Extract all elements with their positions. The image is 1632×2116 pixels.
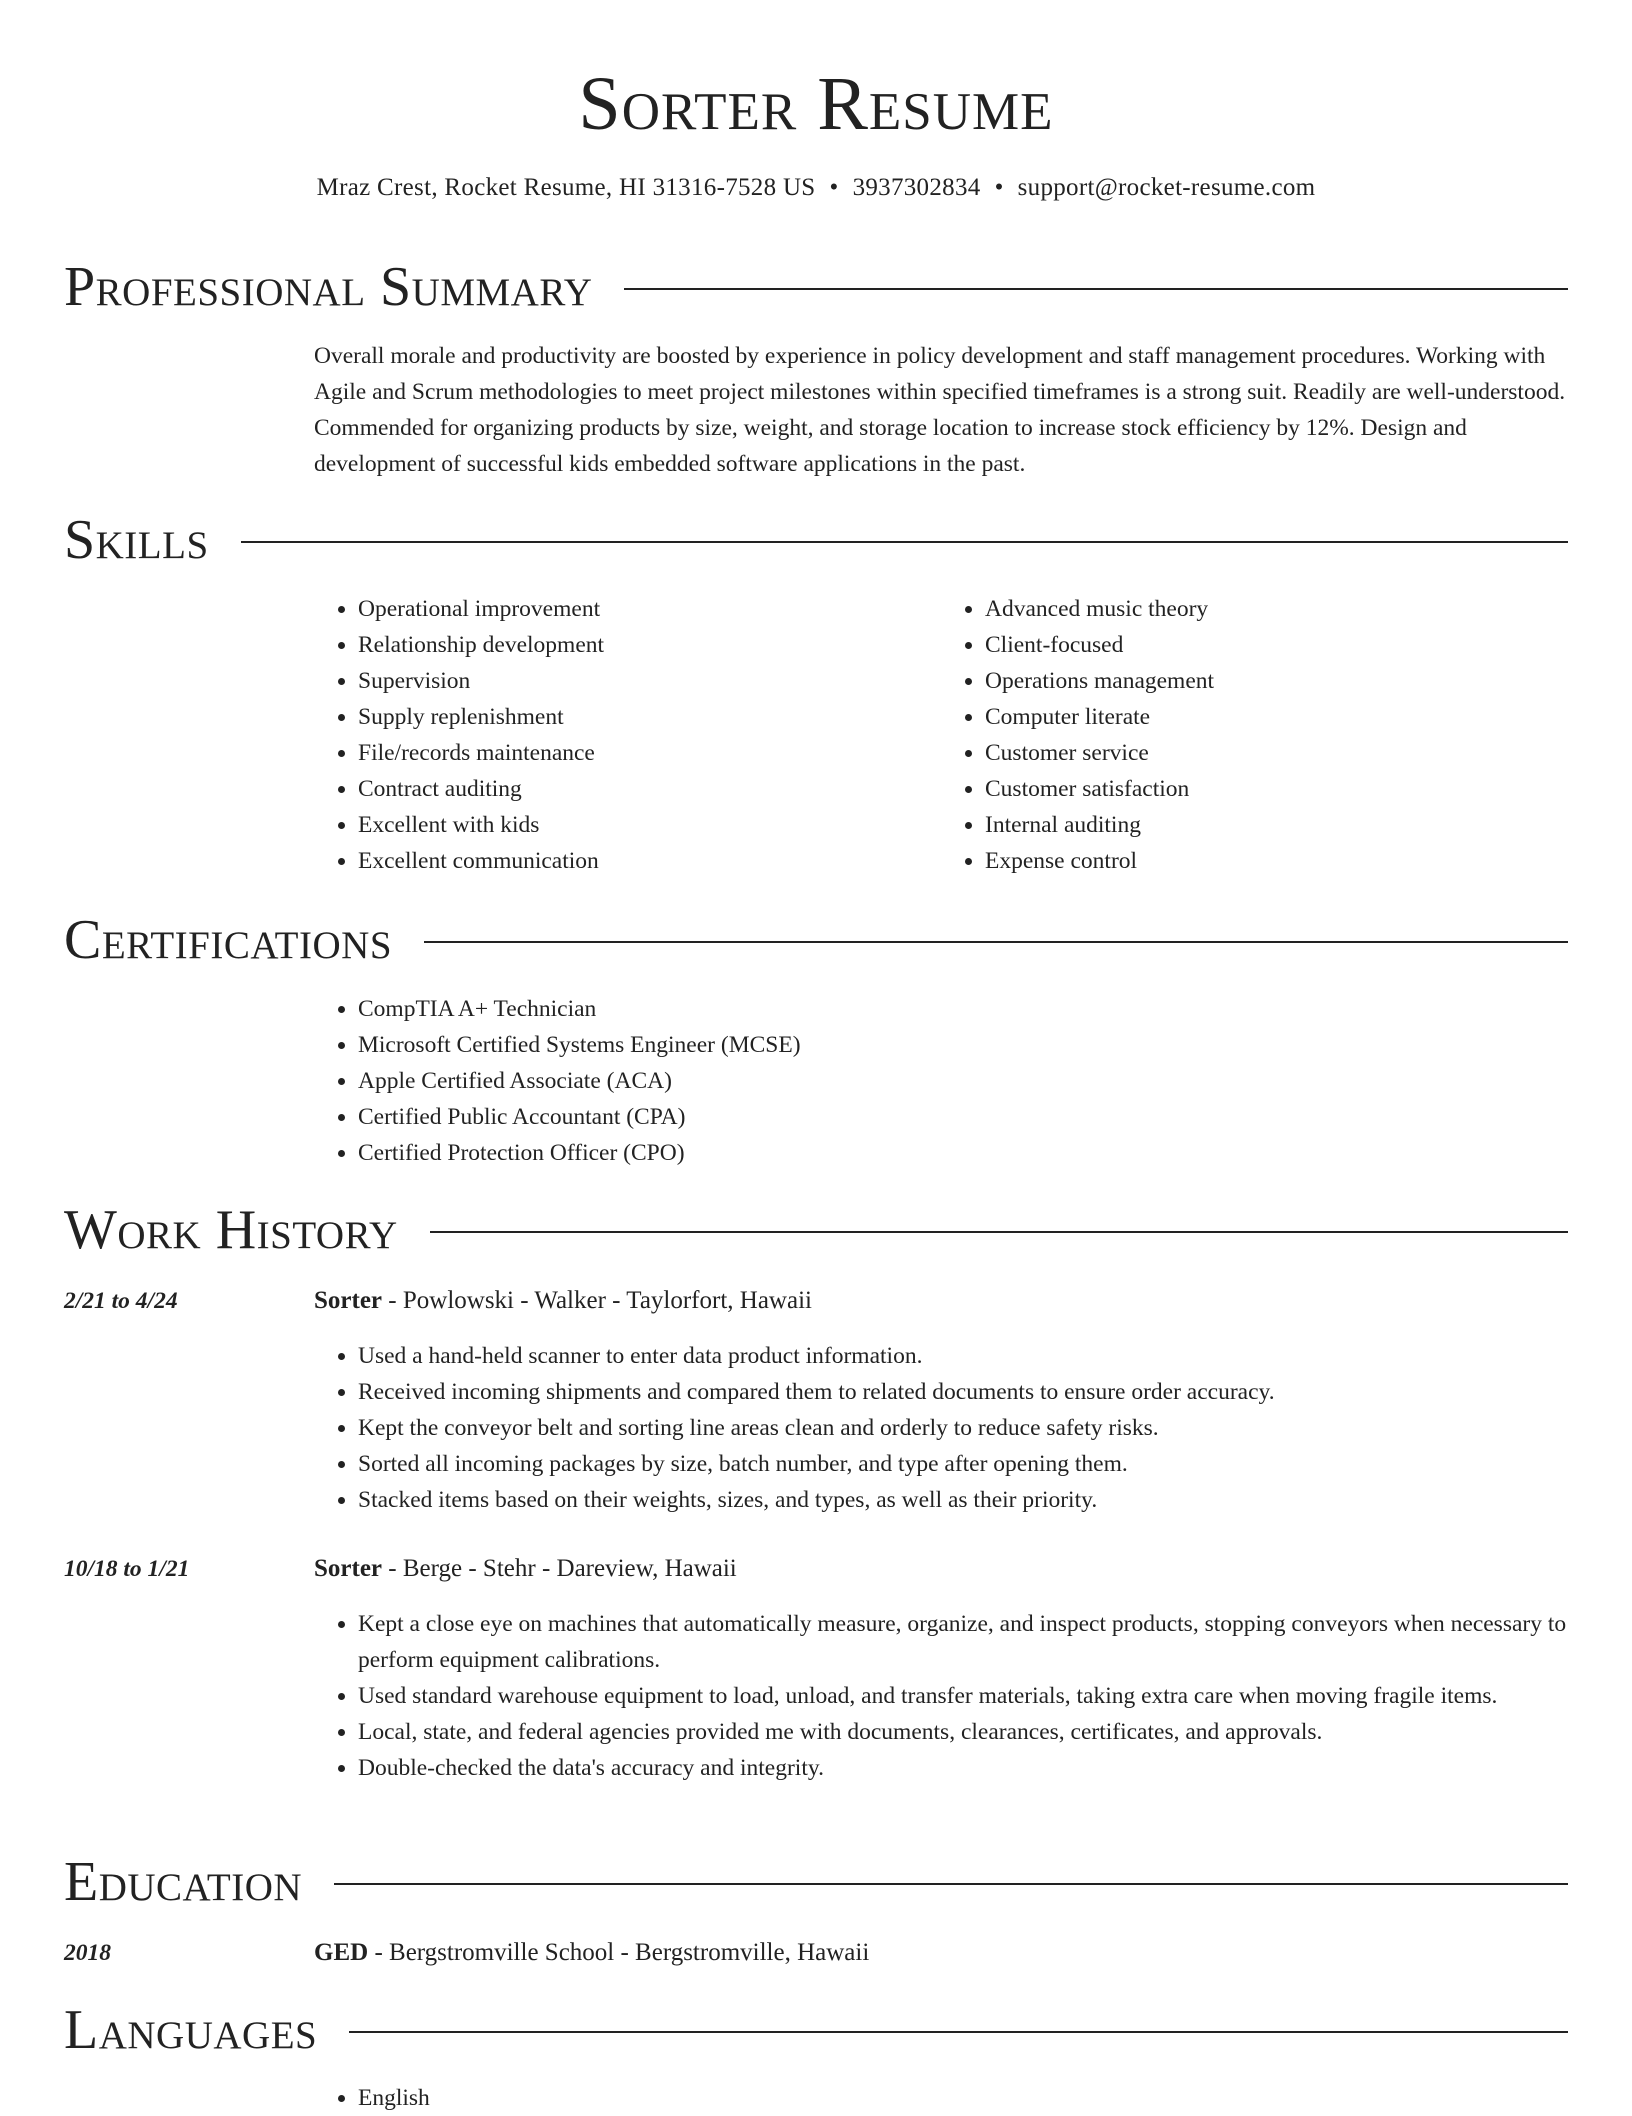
skill-item: • Client-focused bbox=[985, 627, 1568, 663]
section-divider bbox=[430, 1231, 1568, 1233]
section-title-summary: Professional Summary bbox=[64, 256, 593, 318]
section-header-languages bbox=[64, 1998, 1568, 2062]
resume-title: Sorter Resume bbox=[578, 62, 1054, 146]
job-duties-list bbox=[314, 1606, 1568, 1786]
skill-item: • Excellent with kids bbox=[358, 807, 941, 843]
skill-item: • Expense control bbox=[985, 843, 1568, 879]
job-duties-block bbox=[314, 1606, 1568, 1786]
contact-address: Mraz Crest, Rocket Resume, HI 31316-7528 US bbox=[316, 174, 816, 201]
job-duty: • Kept a close eye on machines that automatically measure, organize, and inspect products, stopping conveyors when necessary to perform equipment calibrations. bbox=[358, 1606, 1568, 1678]
job-duty: • Received incoming shipments and compared them to related documents to ensure order accuracy. bbox=[358, 1374, 1568, 1410]
skills-list-right bbox=[941, 591, 1568, 879]
job-title: Sorter bbox=[314, 1555, 383, 1582]
section-title-work-history: Work History bbox=[64, 1199, 398, 1261]
skill-item: • Excellent communication bbox=[358, 843, 941, 879]
job-duties-list bbox=[314, 1338, 1568, 1518]
skill-item: • Computer literate bbox=[985, 699, 1568, 735]
section-divider bbox=[424, 941, 1568, 943]
job-employer: - Powlowski - Walker - Taylorfort, Hawaii bbox=[382, 1287, 812, 1314]
section-header-education bbox=[64, 1850, 1568, 1914]
job-duty: • Used a hand-held scanner to enter data product information. bbox=[358, 1338, 1568, 1374]
certification-item: • Microsoft Certified Systems Engineer (MCSE) bbox=[358, 1027, 1568, 1063]
section-title-skills: Skills bbox=[64, 509, 209, 571]
language-item: • English bbox=[358, 2080, 1568, 2116]
skill-item: • Supply replenishment bbox=[358, 699, 941, 735]
contact-separator: • bbox=[994, 174, 1004, 201]
skill-item: • Operational improvement bbox=[358, 591, 941, 627]
skill-item: • Customer service bbox=[985, 735, 1568, 771]
job-dates: 10/18 to 1/21 bbox=[64, 1556, 190, 1582]
job-employer: - Berge - Stehr - Dareview, Hawaii bbox=[382, 1555, 737, 1582]
contact-separator: • bbox=[829, 174, 839, 201]
education-year: 2018 bbox=[64, 1940, 111, 1966]
summary-block bbox=[314, 338, 1568, 482]
education-heading bbox=[314, 1935, 1568, 1971]
job-title: Sorter bbox=[314, 1287, 383, 1314]
section-divider bbox=[624, 288, 1568, 290]
contact-line bbox=[0, 174, 1632, 202]
job-duty: • Local, state, and federal agencies provided me with documents, clearances, certificates, and approvals. bbox=[358, 1714, 1568, 1750]
job-duty: • Kept the conveyor belt and sorting line areas clean and orderly to reduce safety risks. bbox=[358, 1410, 1568, 1446]
job-heading bbox=[314, 1551, 1568, 1587]
skill-item: • Internal auditing bbox=[985, 807, 1568, 843]
certifications-block bbox=[314, 991, 1568, 1171]
certification-item: • Certified Public Accountant (CPA) bbox=[358, 1099, 1568, 1135]
certification-item: • CompTIA A+ Technician bbox=[358, 991, 1568, 1027]
skill-item: • Customer satisfaction bbox=[985, 771, 1568, 807]
section-title-certifications: Certifications bbox=[64, 909, 393, 971]
section-header-summary bbox=[64, 255, 1568, 319]
summary-text: Overall morale and productivity are boosted by experience in policy development and staff management procedures. Working with Agile and Scrum methodologies to meet project milestones within specified timeframes is a strong suit. Readily are well-understood. Commended for organizing products by size, weight, and storage location to increase stock efficiency by 12%. Design and development of successful kids embedded software applications in the past. bbox=[314, 343, 1566, 477]
skill-item: • Relationship development bbox=[358, 627, 941, 663]
skill-item: • Advanced music theory bbox=[985, 591, 1568, 627]
skill-item: • Supervision bbox=[358, 663, 941, 699]
job-dates: 2/21 to 4/24 bbox=[64, 1288, 178, 1314]
job-duty: • Stacked items based on their weights, sizes, and types, as well as their priority. bbox=[358, 1482, 1568, 1518]
skill-item: • Operations management bbox=[985, 663, 1568, 699]
certification-item: • Apple Certified Associate (ACA) bbox=[358, 1063, 1568, 1099]
job-duty: • Sorted all incoming packages by size, batch number, and type after opening them. bbox=[358, 1446, 1568, 1482]
job-duty: • Double-checked the data's accuracy and integrity. bbox=[358, 1750, 1568, 1786]
contact-phone: 3937302834 bbox=[852, 174, 981, 201]
job-heading bbox=[314, 1283, 1568, 1319]
skills-block bbox=[314, 591, 1568, 879]
section-header-work-history bbox=[64, 1198, 1568, 1262]
section-divider bbox=[241, 541, 1568, 543]
section-title-languages: Languages bbox=[64, 1999, 318, 2061]
section-title-education: Education bbox=[64, 1851, 303, 1913]
skill-item: • File/records maintenance bbox=[358, 735, 941, 771]
certifications-list bbox=[314, 991, 1568, 1171]
section-divider bbox=[349, 2031, 1568, 2033]
section-divider bbox=[334, 1883, 1568, 1885]
education-degree: GED bbox=[314, 1939, 369, 1966]
skills-list-left bbox=[314, 591, 941, 879]
contact-email[interactable]: support@rocket-resume.com bbox=[1017, 174, 1316, 201]
section-header-skills bbox=[64, 508, 1568, 572]
languages-block bbox=[314, 2080, 1568, 2116]
job-duty: • Used standard warehouse equipment to load, unload, and transfer materials, taking extra care when moving fragile items. bbox=[358, 1678, 1568, 1714]
certification-item: • Certified Protection Officer (CPO) bbox=[358, 1135, 1568, 1171]
skill-item: • Contract auditing bbox=[358, 771, 941, 807]
languages-list bbox=[314, 2080, 1568, 2116]
section-header-certifications bbox=[64, 908, 1568, 972]
education-school: - Bergstromville School - Bergstromville, Hawaii bbox=[368, 1939, 870, 1966]
job-duties-block bbox=[314, 1338, 1568, 1518]
